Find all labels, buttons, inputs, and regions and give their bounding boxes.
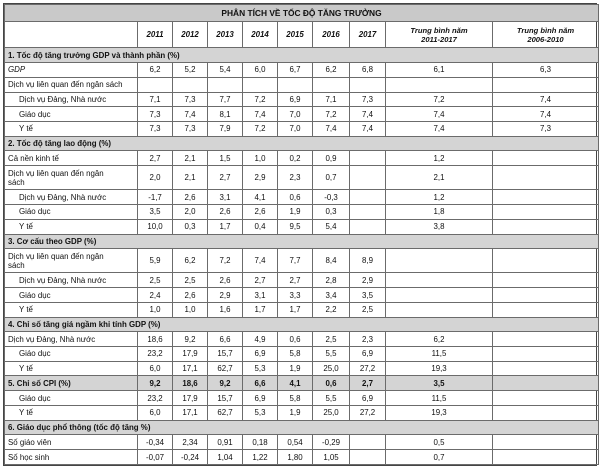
table-row [5, 361, 599, 376]
table-cell: -0,3 [313, 190, 350, 205]
table-row [5, 92, 599, 107]
table-cell: 5,4 [208, 63, 243, 78]
table-cell: 9,2 [208, 376, 243, 391]
table-cell: 7,3 [350, 92, 386, 107]
table-cell: 6,0 [138, 405, 173, 420]
table-cell: 1,6 [208, 302, 243, 317]
table-cell: 2,5 [138, 273, 173, 288]
table-cell [350, 435, 386, 450]
table-cell: 27,2 [350, 361, 386, 376]
table-cell: 1,80 [278, 450, 313, 465]
table-cell: 2,0 [138, 166, 173, 190]
table-cell: 2,6 [173, 190, 208, 205]
table-cell: 2,5 [350, 302, 386, 317]
table-cell: 5,9 [138, 249, 173, 273]
header-average-2006-2010 [493, 22, 599, 48]
title-row [5, 5, 599, 22]
table-cell: -0,34 [138, 435, 173, 450]
table-cell: 2,1 [173, 166, 208, 190]
row-label: Giáo dục [19, 290, 51, 300]
table-cell: 8,9 [350, 249, 386, 273]
table-row [5, 205, 599, 220]
table-cell: -0,07 [138, 450, 173, 465]
row-label-continued: sách [8, 177, 25, 187]
table-cell: 2,8 [313, 273, 350, 288]
table-cell: 5,3 [243, 405, 278, 420]
table-cell: 7,4 [313, 121, 350, 136]
table-cell: 2,7 [243, 273, 278, 288]
table-cell [173, 77, 208, 92]
table-cell: 9,2 [138, 376, 173, 391]
row-label-cell [5, 347, 138, 362]
table-cell [350, 205, 386, 220]
table-cell: 25,0 [313, 405, 350, 420]
table-cell: 3,5 [138, 205, 173, 220]
header-year: 2012 [173, 22, 208, 48]
table-row [5, 190, 599, 205]
table-cell: 7,4 [350, 121, 386, 136]
table-row [5, 219, 599, 234]
table-cell [243, 77, 278, 92]
table-row [5, 332, 599, 347]
table-cell: 7,4 [386, 107, 493, 122]
section-title: 5. Chỉ số CPI (%) [5, 376, 138, 391]
table-cell: 6,9 [350, 347, 386, 362]
row-label-cell [5, 107, 138, 122]
row-label: Y tế [19, 124, 33, 134]
table-cell: 3,1 [208, 190, 243, 205]
table-cell: 1,7 [243, 302, 278, 317]
row-label-cell [5, 273, 138, 288]
row-label-cell [5, 288, 138, 303]
table-cell: 0,3 [313, 205, 350, 220]
table-cell: 4,1 [243, 190, 278, 205]
table-cell: 3,1 [243, 288, 278, 303]
table-cell: 27,2 [350, 405, 386, 420]
row-label: Dịch vụ Đảng, Nhà nước [8, 334, 96, 344]
table-cell: 3,5 [386, 376, 493, 391]
header-row [5, 22, 599, 48]
section-header-row [5, 234, 599, 249]
row-label-cell [5, 435, 138, 450]
table-cell: 6,6 [243, 376, 278, 391]
table-cell: 7,1 [138, 92, 173, 107]
table-cell: 3,4 [313, 288, 350, 303]
table-cell: 7,2 [313, 107, 350, 122]
row-label: Số giáo viên [8, 437, 52, 447]
table-cell: 23,2 [138, 347, 173, 362]
row-label: Y tế [19, 364, 33, 374]
row-label-cell [5, 219, 138, 234]
table-cell [313, 77, 350, 92]
table-cell: 2,34 [173, 435, 208, 450]
table-cell: 11,5 [386, 391, 493, 406]
table-cell: 1,8 [386, 205, 493, 220]
header-average-2011-2017 [386, 22, 493, 48]
table-cell: 0,5 [386, 435, 493, 450]
table-cell: 7,3 [138, 107, 173, 122]
table-cell: 7,4 [493, 92, 599, 107]
table-cell [350, 190, 386, 205]
header-year: 2011 [138, 22, 173, 48]
table-cell: 1,2 [386, 190, 493, 205]
row-label: Y tế [19, 305, 33, 315]
table-cell: 6,9 [243, 347, 278, 362]
header-average-line: 2011-2017 [421, 34, 457, 44]
table-cell: 2,6 [173, 288, 208, 303]
row-label-cell [5, 63, 138, 78]
table-cell: 6,3 [493, 63, 599, 78]
table-cell: 6,0 [243, 63, 278, 78]
table-cell: 1,7 [278, 302, 313, 317]
table-cell: 3,5 [350, 288, 386, 303]
row-label-cell [5, 405, 138, 420]
row-label: Dịch vụ Đảng, Nhà nước [19, 192, 107, 202]
table-cell: 5,8 [278, 347, 313, 362]
table-cell: 1,04 [208, 450, 243, 465]
table-cell: -0,24 [173, 450, 208, 465]
header-year: 2014 [243, 22, 278, 48]
table-cell [493, 205, 599, 220]
section-header-row [5, 48, 599, 63]
row-label: Y tế [19, 408, 33, 418]
table-cell: 0,7 [386, 450, 493, 465]
table-cell: 0,7 [313, 166, 350, 190]
row-label-cell [5, 92, 138, 107]
table-cell [493, 166, 599, 190]
row-label-cell [5, 302, 138, 317]
table-cell: 2,7 [138, 151, 173, 166]
table-title: PHÂN TÍCH VỀ TỐC ĐỘ TĂNG TRƯỞNG [5, 5, 599, 22]
table-cell [493, 450, 599, 465]
table-cell: 9,5 [278, 219, 313, 234]
header-year: 2017 [350, 22, 386, 48]
table-cell: 5,8 [278, 391, 313, 406]
table-cell [208, 77, 243, 92]
table-cell: 1,9 [278, 205, 313, 220]
table-cell: 6,8 [350, 63, 386, 78]
table-cell: 2,7 [350, 376, 386, 391]
table-cell: 15,7 [208, 391, 243, 406]
header-empty [5, 22, 138, 48]
table-cell: 7,3 [138, 121, 173, 136]
table-cell [493, 332, 599, 347]
table-cell: 6,2 [138, 63, 173, 78]
table-cell: 2,6 [208, 273, 243, 288]
table-cell: 17,1 [173, 405, 208, 420]
table-row [5, 77, 599, 92]
table-cell [493, 391, 599, 406]
table-cell: 0,6 [313, 376, 350, 391]
table-cell: 4,1 [278, 376, 313, 391]
row-label-cell [5, 121, 138, 136]
table-cell: 0,9 [313, 151, 350, 166]
section-title: 6. Giáo dục phổ thông (tốc độ tăng %) [5, 420, 599, 435]
table-cell: 0,4 [243, 219, 278, 234]
row-label: Dịch vụ liên quan đến ngân sách [8, 80, 123, 90]
table-cell: 0,2 [278, 151, 313, 166]
table-cell: 17,9 [173, 347, 208, 362]
row-label-cell [5, 450, 138, 465]
table-cell: 2,4 [138, 288, 173, 303]
row-label: Số học sinh [8, 452, 50, 462]
table-row [5, 450, 599, 465]
table-row [5, 405, 599, 420]
table-cell: 17,9 [173, 391, 208, 406]
table-cell: 2,5 [313, 332, 350, 347]
row-label-cell [5, 205, 138, 220]
table-row [5, 273, 599, 288]
row-label-continued: sách [8, 260, 25, 270]
table-cell: 7,7 [208, 92, 243, 107]
table-cell: 2,3 [278, 166, 313, 190]
table-cell: 6,2 [386, 332, 493, 347]
table-cell [493, 273, 599, 288]
table-cell: 7,1 [313, 92, 350, 107]
section-header-row [5, 317, 599, 332]
table-cell: 2,6 [243, 205, 278, 220]
table-cell: 1,05 [313, 450, 350, 465]
table-cell: 7,3 [173, 121, 208, 136]
table-cell: 6,1 [386, 63, 493, 78]
table-cell: 3,3 [278, 288, 313, 303]
table-cell: 19,3 [386, 405, 493, 420]
table-cell: 1,22 [243, 450, 278, 465]
table-cell [386, 273, 493, 288]
table-cell: 2,6 [208, 205, 243, 220]
table-cell: 7,2 [243, 92, 278, 107]
row-label-cell [5, 249, 138, 273]
table-cell [493, 302, 599, 317]
table-cell: 6,9 [350, 391, 386, 406]
row-label-cell [5, 190, 138, 205]
table-row [5, 166, 599, 190]
table-cell: 1,2 [386, 151, 493, 166]
header-year: 2013 [208, 22, 243, 48]
row-label: Giáo dục [19, 207, 51, 217]
growth-analysis-table-wrapper [3, 3, 597, 466]
table-cell: 19,3 [386, 361, 493, 376]
table-cell: 25,0 [313, 361, 350, 376]
table-cell: 1,0 [243, 151, 278, 166]
table-cell: 8,1 [208, 107, 243, 122]
table-cell: 2,9 [350, 273, 386, 288]
table-cell [493, 361, 599, 376]
table-cell: 11,5 [386, 347, 493, 362]
table-cell: 18,6 [173, 376, 208, 391]
row-label-cell [5, 77, 138, 92]
table-cell: 2,1 [173, 151, 208, 166]
table-cell: 6,7 [278, 63, 313, 78]
table-cell: 2,3 [350, 332, 386, 347]
table-row [5, 151, 599, 166]
table-cell: 1,5 [208, 151, 243, 166]
table-cell: 0,6 [278, 332, 313, 347]
table-cell [493, 288, 599, 303]
table-cell: 2,9 [208, 288, 243, 303]
table-cell [493, 151, 599, 166]
table-cell: 2,9 [243, 166, 278, 190]
table-row [5, 63, 599, 78]
table-cell: 1,0 [138, 302, 173, 317]
table-cell: 6,9 [243, 391, 278, 406]
table-cell [493, 249, 599, 273]
table-cell: 4,9 [243, 332, 278, 347]
table-cell: 7,7 [278, 249, 313, 273]
table-cell: 0,54 [278, 435, 313, 450]
table-cell: 1,0 [173, 302, 208, 317]
row-label: Dịch vụ liên quan đến ngân [8, 168, 104, 178]
table-cell: 6,9 [278, 92, 313, 107]
table-cell [278, 77, 313, 92]
section-title: 2. Tốc độ tăng lao động (%) [5, 136, 599, 151]
table-row [5, 121, 599, 136]
table-cell: 7,9 [208, 121, 243, 136]
table-cell: 5,4 [313, 219, 350, 234]
table-cell [138, 77, 173, 92]
table-cell [493, 347, 599, 362]
row-label-cell [5, 391, 138, 406]
row-label: Giáo dục [19, 109, 51, 119]
table-cell: 7,4 [350, 107, 386, 122]
table-cell [386, 288, 493, 303]
row-label-cell [5, 361, 138, 376]
section-title: 1. Tốc độ tăng trưởng GDP và thành phần (%) [5, 48, 599, 63]
table-cell: -1,7 [138, 190, 173, 205]
table-cell: 6,6 [208, 332, 243, 347]
table-cell: 2,7 [278, 273, 313, 288]
table-cell [350, 151, 386, 166]
table-cell: -0,29 [313, 435, 350, 450]
table-cell: 3,8 [386, 219, 493, 234]
table-cell: 1,9 [278, 405, 313, 420]
row-label: Dịch vụ Đảng, Nhà nước [19, 94, 107, 104]
section-header-row [5, 420, 599, 435]
section-title: 4. Chỉ số tăng giá ngầm khi tính GDP (%) [5, 317, 599, 332]
table-cell [350, 77, 386, 92]
table-cell [493, 376, 599, 391]
table-cell [386, 302, 493, 317]
table-cell: 7,2 [243, 121, 278, 136]
table-cell: 15,7 [208, 347, 243, 362]
table-cell: 2,2 [313, 302, 350, 317]
row-label-cell [5, 166, 138, 190]
row-label: Y tế [19, 222, 33, 232]
table-cell [493, 219, 599, 234]
row-label-cell [5, 151, 138, 166]
table-cell: 7,3 [493, 121, 599, 136]
table-row [5, 347, 599, 362]
table-row [5, 107, 599, 122]
table-cell [493, 435, 599, 450]
row-label-cell [5, 332, 138, 347]
table-cell [386, 77, 493, 92]
table-cell: 6,0 [138, 361, 173, 376]
header-average-line: Trung bình năm [516, 25, 575, 35]
table-cell [386, 249, 493, 273]
table-cell: 18,6 [138, 332, 173, 347]
table-cell: 0,18 [243, 435, 278, 450]
table-cell [493, 190, 599, 205]
table-cell: 23,2 [138, 391, 173, 406]
table-cell: 7,0 [278, 107, 313, 122]
table-cell [350, 219, 386, 234]
table-row [5, 288, 599, 303]
table-cell: 5,3 [243, 361, 278, 376]
table-cell: 5,5 [313, 347, 350, 362]
row-label: Giáo dục [19, 349, 51, 359]
row-label: Dịch vụ liên quan đến ngân [8, 251, 104, 261]
table-cell: 9,2 [173, 332, 208, 347]
row-label: Dịch vụ Đảng, Nhà nước [19, 275, 107, 285]
table-cell: 7,2 [208, 249, 243, 273]
header-average-line: Trung bình năm [410, 25, 468, 35]
table-cell: 7,2 [386, 92, 493, 107]
row-label: Cả nền kinh tế [8, 153, 59, 163]
row-label: Giáo dục [19, 393, 51, 403]
table-cell: 62,7 [208, 405, 243, 420]
table-cell: 0,91 [208, 435, 243, 450]
header-average-line: 2006-2010 [527, 34, 564, 44]
table-cell: 2,0 [173, 205, 208, 220]
table-cell: 2,5 [173, 273, 208, 288]
section-header-row [5, 376, 599, 391]
table-cell: 7,3 [173, 92, 208, 107]
table-cell: 2,7 [208, 166, 243, 190]
table-cell: 17,1 [173, 361, 208, 376]
table-row [5, 435, 599, 450]
table-cell: 0,3 [173, 219, 208, 234]
header-year: 2015 [278, 22, 313, 48]
table-cell: 6,2 [173, 249, 208, 273]
table-cell: 7,4 [243, 107, 278, 122]
table-cell: 5,2 [173, 63, 208, 78]
row-label: GDP [8, 65, 26, 75]
table-cell: 7,4 [386, 121, 493, 136]
table-cell: 7,4 [243, 249, 278, 273]
table-cell: 5,5 [313, 391, 350, 406]
table-cell: 6,2 [313, 63, 350, 78]
table-cell: 1,7 [208, 219, 243, 234]
section-title: 3. Cơ cấu theo GDP (%) [5, 234, 599, 249]
table-cell: 8,4 [313, 249, 350, 273]
table-cell [350, 166, 386, 190]
table-cell: 7,0 [278, 121, 313, 136]
table-cell: 2,1 [386, 166, 493, 190]
table-cell [350, 450, 386, 465]
table-row [5, 391, 599, 406]
table-cell: 62,7 [208, 361, 243, 376]
table-cell: 7,4 [493, 107, 599, 122]
table-cell [493, 77, 599, 92]
growth-analysis-table [4, 4, 599, 465]
table-row [5, 249, 599, 273]
table-cell: 0,6 [278, 190, 313, 205]
table-cell [493, 405, 599, 420]
section-header-row [5, 136, 599, 151]
header-year: 2016 [313, 22, 350, 48]
table-row [5, 302, 599, 317]
table-cell: 1,9 [278, 361, 313, 376]
table-cell: 7,4 [173, 107, 208, 122]
table-cell: 10,0 [138, 219, 173, 234]
